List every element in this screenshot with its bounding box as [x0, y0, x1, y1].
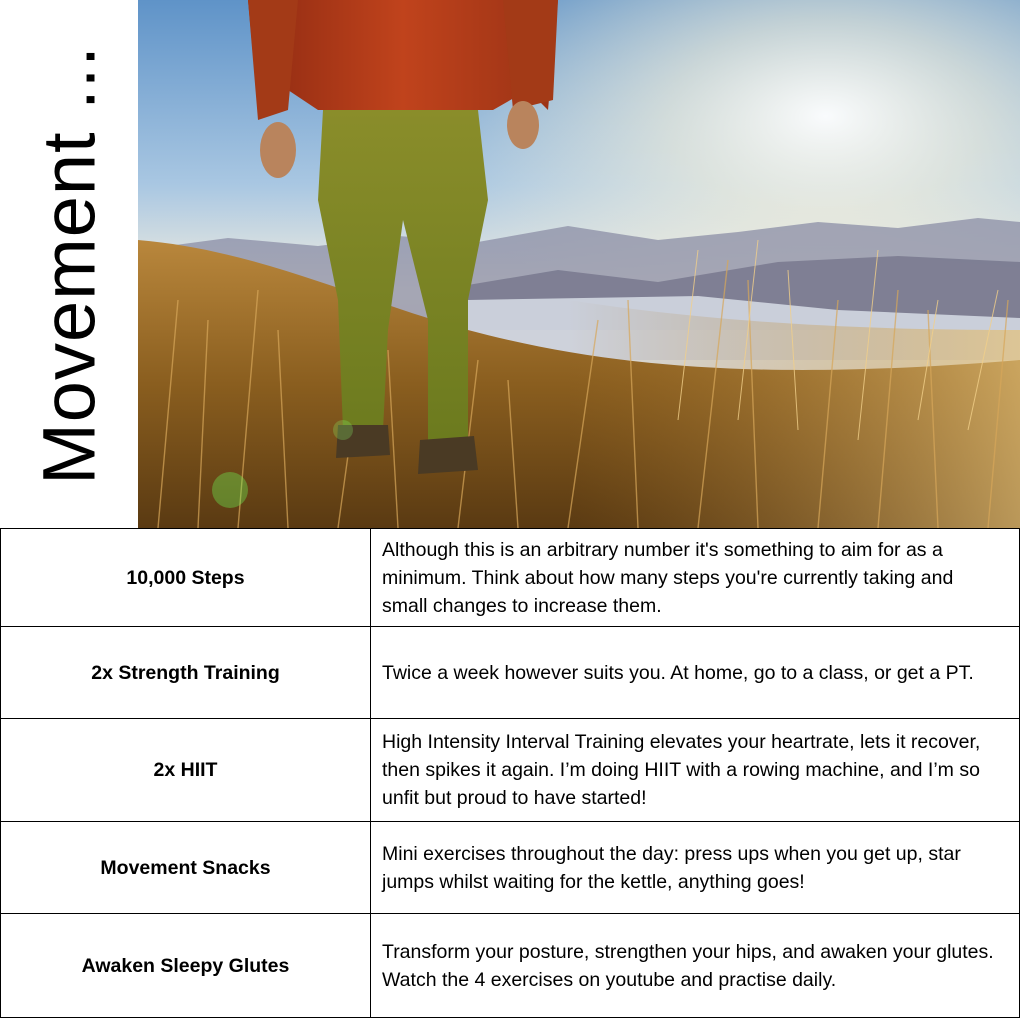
row-description: Mini exercises throughout the day: press ups when you get up, star jumps whilst waiting for the kettle, anything goes!	[371, 822, 1020, 914]
hiker-in-grass-photo	[138, 0, 1020, 528]
table-row	[1, 914, 1020, 1018]
page-title: Movement ...	[27, 45, 111, 485]
row-label: Awaken Sleepy Glutes	[1, 914, 371, 1018]
hero-photo	[138, 0, 1020, 528]
row-description: Although this is an arbitrary number it's something to aim for as a minimum. Think about how many steps you're currently taking and small changes to increase them.	[371, 529, 1020, 627]
table-row	[1, 719, 1020, 822]
row-label: Movement Snacks	[1, 822, 371, 914]
row-description: Transform your posture, strengthen your hips, and awaken your glutes. Watch the 4 exercises on youtube and practise daily.	[371, 914, 1020, 1018]
row-label: 2x HIIT	[1, 719, 371, 822]
table-row	[1, 822, 1020, 914]
table-row	[1, 627, 1020, 719]
row-label: 2x Strength Training	[1, 627, 371, 719]
row-description: Twice a week however suits you. At home, go to a class, or get a PT.	[371, 627, 1020, 719]
row-description: High Intensity Interval Training elevates your heartrate, lets it recover, then spikes it again. I’m doing HIIT with a rowing machine, and I’m so unfit but proud to have started!	[371, 719, 1020, 822]
table-row	[1, 529, 1020, 627]
vertical-title-panel	[0, 0, 138, 528]
row-label: 10,000 Steps	[1, 529, 371, 627]
movement-table	[0, 528, 1020, 1018]
